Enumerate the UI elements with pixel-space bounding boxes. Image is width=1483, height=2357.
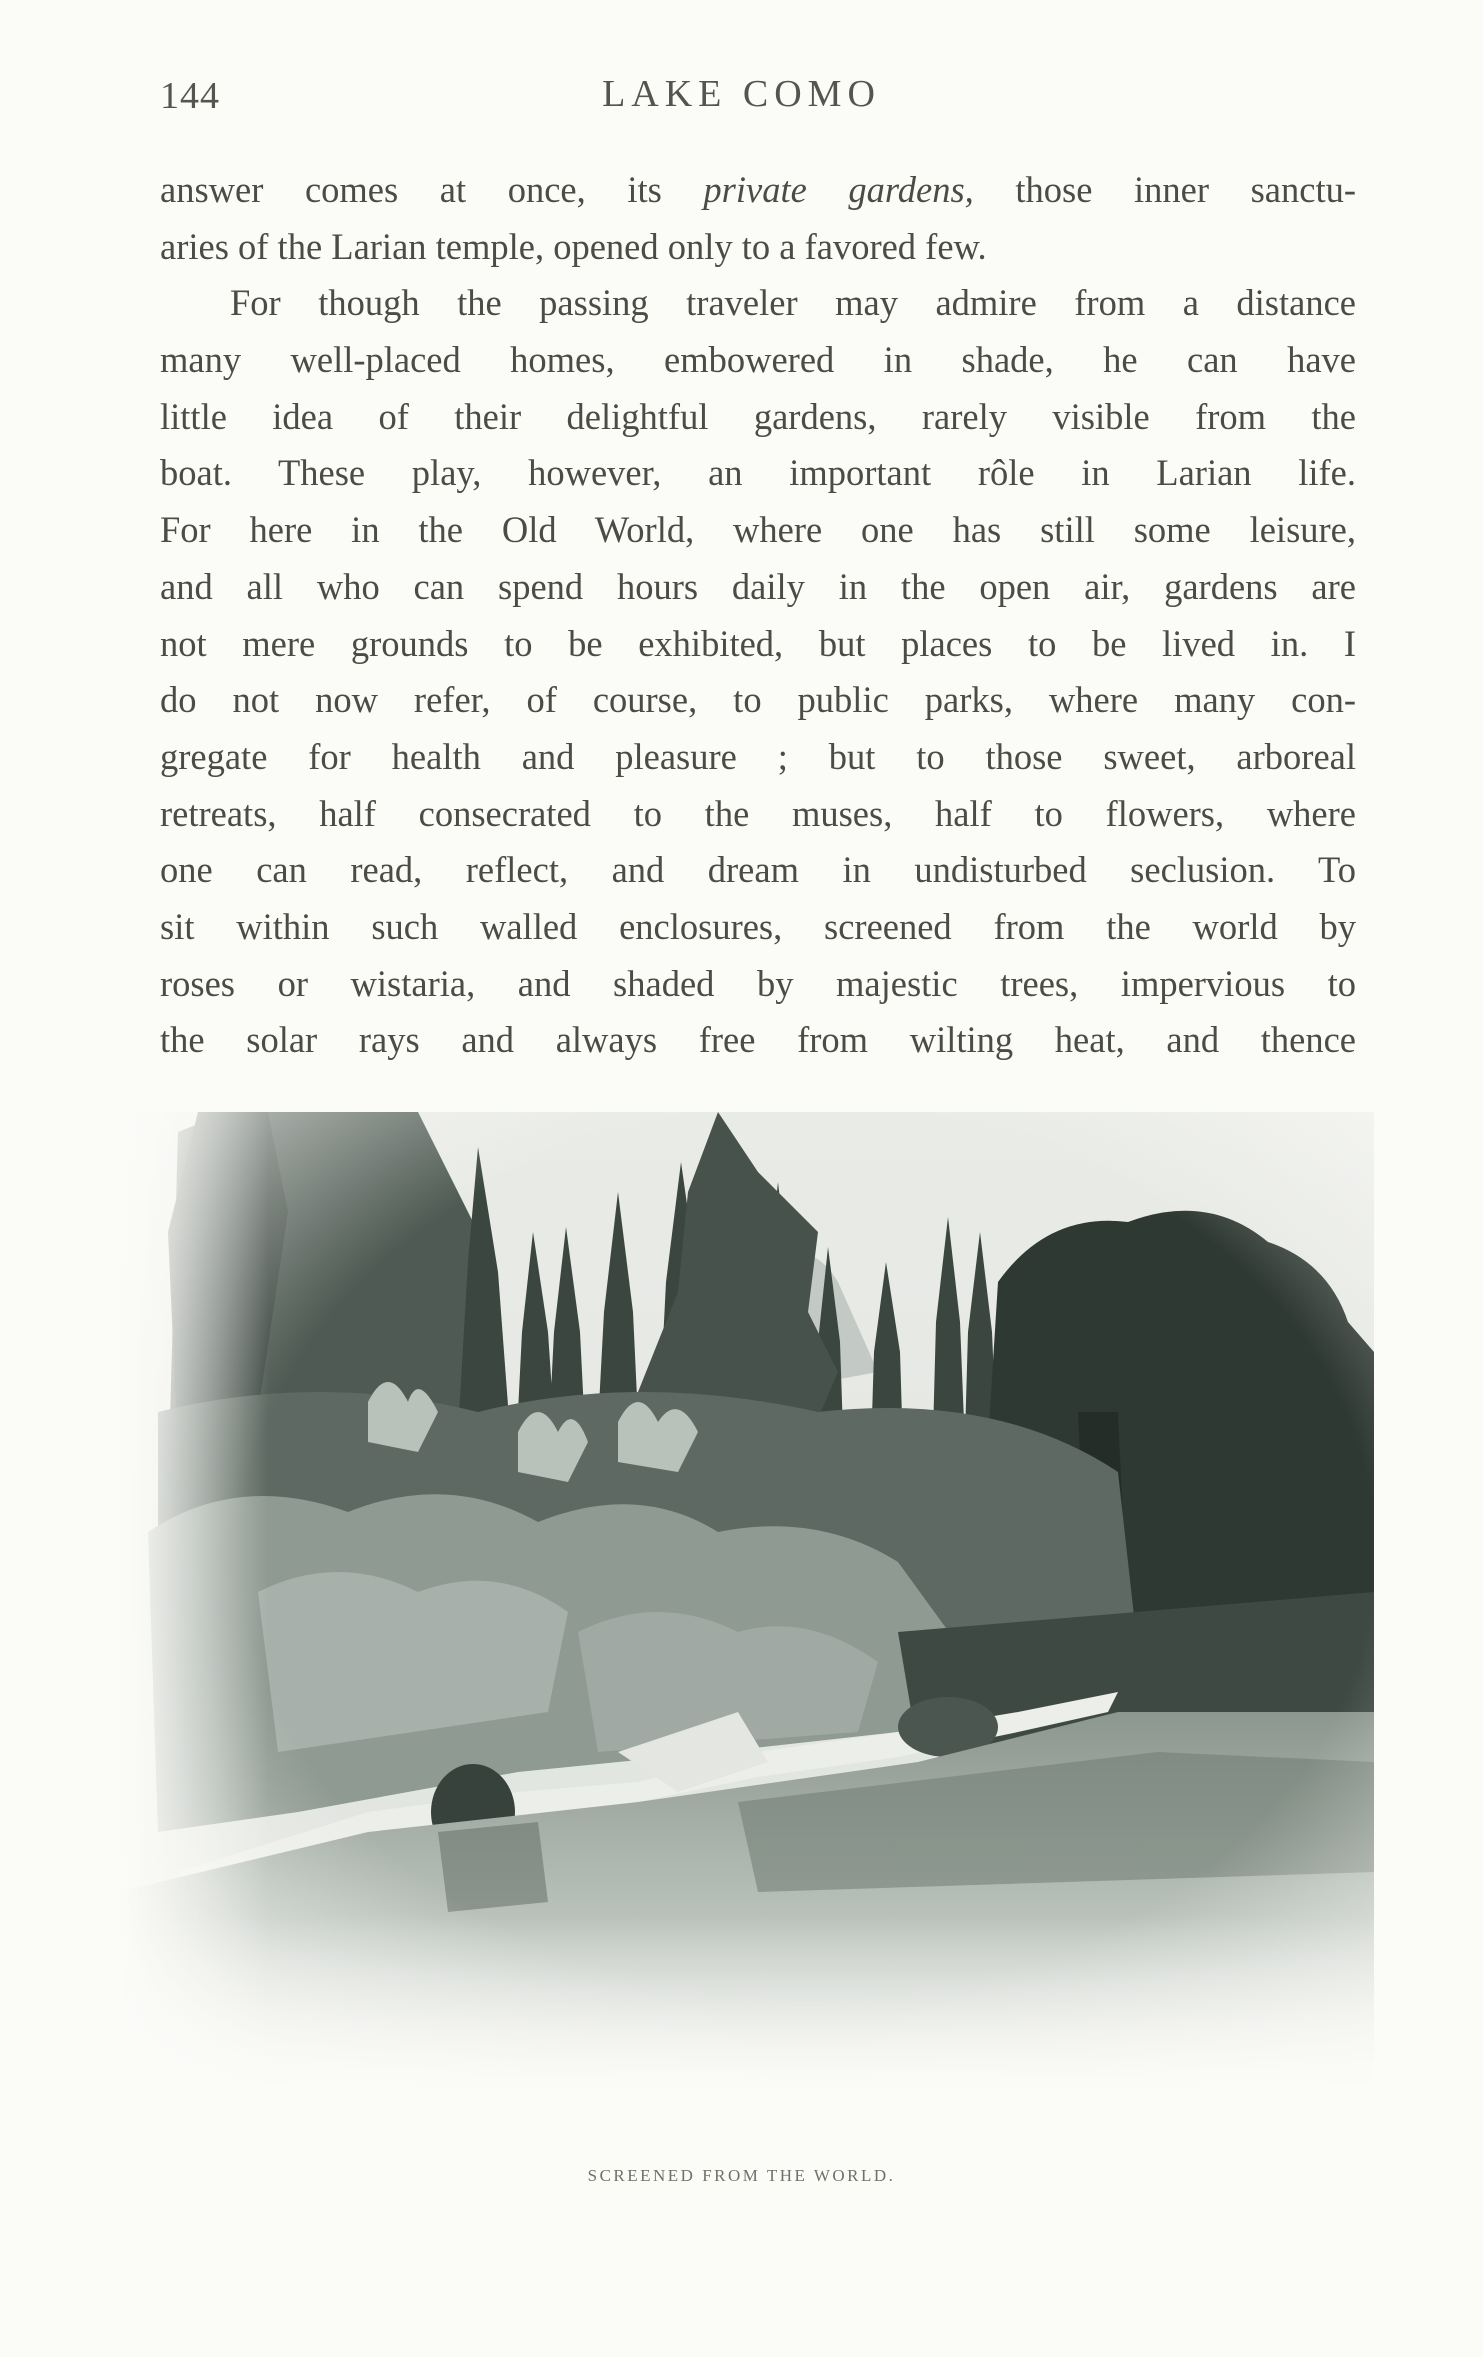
text-span: those inner sanctu-: [973, 169, 1356, 210]
paragraph-first-line: For though the passing traveler may admire from a distance: [230, 282, 1356, 324]
text-line: boat. These play, however, an important rôle in Larian life.: [160, 452, 1356, 494]
text-line: the solar rays and always free from wilting heat, and thence: [160, 1019, 1356, 1061]
text-line: sit within such walled enclosures, screened from the world by: [160, 905, 1356, 947]
page-number: 144: [160, 75, 220, 117]
text-line: little idea of their delightful gardens, rarely visible from the: [160, 395, 1356, 437]
text-line: do not now refer, of course, to public parks, where many con-: [160, 679, 1356, 721]
text-line: one can read, reflect, and dream in undisturbed seclusion. To: [160, 849, 1356, 891]
text-line: not mere grounds to be exhibited, but places to be lived in. I: [160, 622, 1356, 664]
text-line: retreats, half consecrated to the muses, half to flowers, where: [160, 792, 1356, 834]
text-line: roses or wistaria, and shaded by majestic trees, impervious to: [160, 962, 1356, 1004]
body-text: [160, 162, 1356, 1069]
italic-phrase: private gardens,: [703, 169, 974, 210]
text-line: gregate for health and pleasure ; but to those sweet, arboreal: [160, 735, 1356, 777]
text-span: answer comes at once, its: [160, 169, 704, 210]
text-line: [160, 162, 1356, 219]
figure-caption: SCREENED FROM THE WORLD.: [587, 2166, 896, 2185]
text-line: and all who can spend hours daily in the open air, gardens are: [160, 565, 1356, 607]
running-head: LAKE COMO: [602, 73, 881, 115]
text-line: many well-placed homes, embowered in shade, he can have: [160, 339, 1356, 381]
text-line: aries of the Larian temple, opened only to a favored few.: [160, 225, 987, 267]
text-line: For here in the Old World, where one has still some leisure,: [160, 509, 1356, 551]
garden-photograph: [118, 1112, 1374, 2092]
